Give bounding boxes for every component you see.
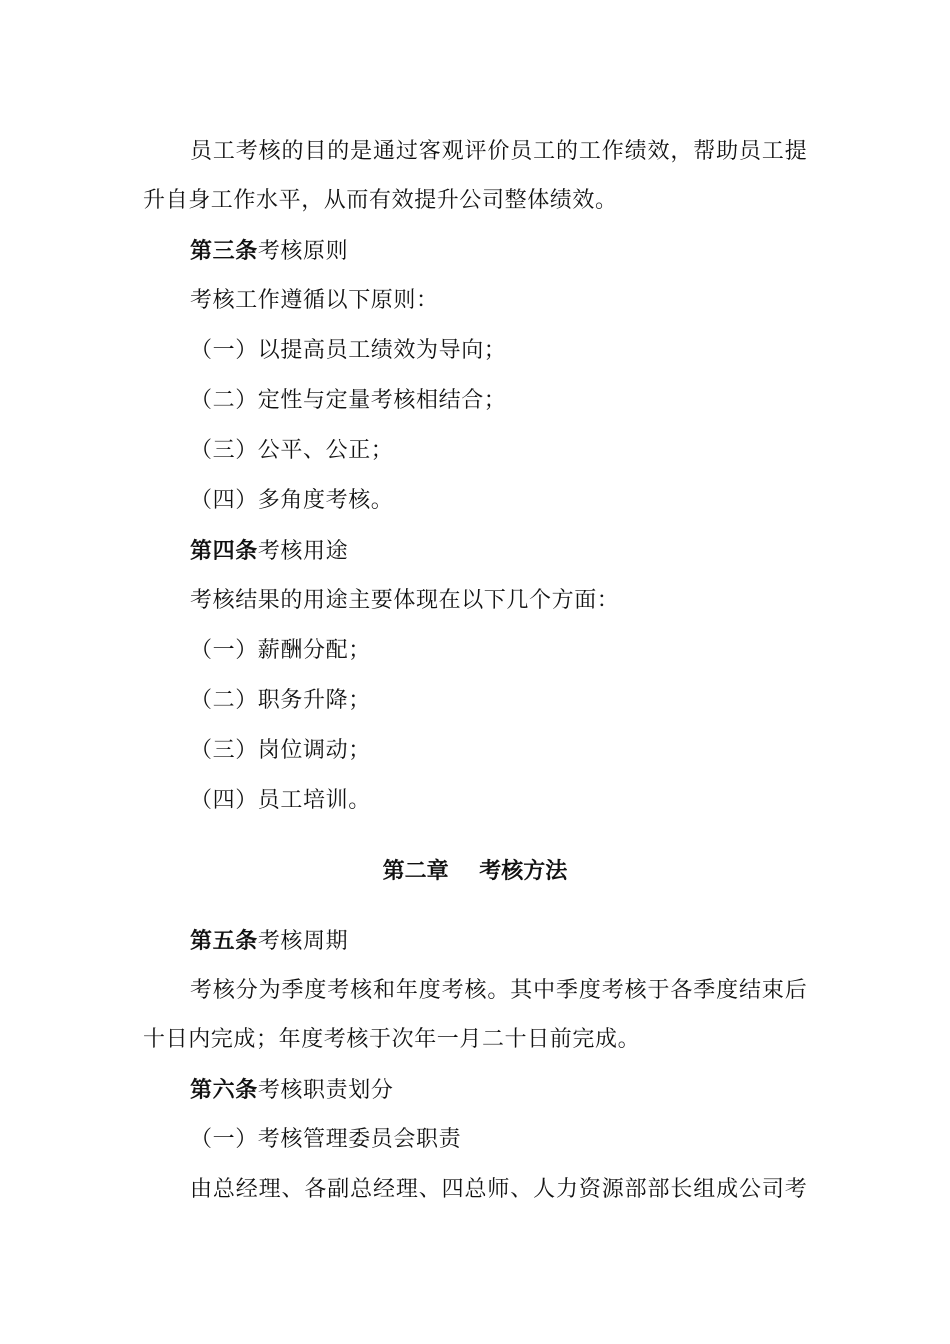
paragraph-line bbox=[190, 1175, 807, 1205]
text-char: 总 bbox=[350, 1177, 373, 1202]
text-char: 。 bbox=[487, 978, 510, 1003]
text-char: 观 bbox=[441, 139, 464, 164]
text-char: 考 bbox=[190, 978, 213, 1003]
text-char: 核 bbox=[624, 978, 647, 1003]
text-char: 副 bbox=[327, 1177, 350, 1202]
text-char: 部 bbox=[647, 1177, 670, 1202]
list-item: （二）定性与定量考核相结合； bbox=[190, 388, 507, 413]
text-char: 是 bbox=[350, 139, 373, 164]
list-item: （一）以提高员工绩效为导向； bbox=[190, 338, 507, 363]
list-item: （二）职务升降； bbox=[190, 688, 371, 713]
text-char: 员 bbox=[510, 139, 533, 164]
list-item: （一）考核管理委员会职责 bbox=[190, 1127, 462, 1152]
text-char: 由 bbox=[190, 1177, 213, 1202]
text-char: 中 bbox=[533, 978, 556, 1003]
article-title: 考核用途 bbox=[257, 539, 349, 564]
text-char: 公 bbox=[739, 1177, 762, 1202]
text-char: 考 bbox=[327, 978, 350, 1003]
article-heading bbox=[190, 236, 807, 267]
text-char: 考 bbox=[441, 978, 464, 1003]
text-char: 季 bbox=[693, 978, 716, 1003]
text-char: 总 bbox=[464, 1177, 487, 1202]
text-char: 考 bbox=[235, 139, 258, 164]
text-char: 源 bbox=[601, 1177, 624, 1202]
text-char: 经 bbox=[373, 1177, 396, 1202]
text-char: 度 bbox=[304, 978, 327, 1003]
text-char: 于 bbox=[647, 978, 670, 1003]
text-char: 分 bbox=[235, 978, 258, 1003]
text-char: 核 bbox=[464, 978, 487, 1003]
text-char: 作 bbox=[601, 139, 624, 164]
text-char: 的 bbox=[556, 139, 579, 164]
text-char: 员 bbox=[190, 139, 213, 164]
text-char: 价 bbox=[487, 139, 510, 164]
text-char: ， bbox=[670, 139, 693, 164]
text-char: 的 bbox=[281, 139, 304, 164]
text-char: 总 bbox=[212, 1177, 235, 1202]
text-char: 季 bbox=[556, 978, 579, 1003]
text-char: 、 bbox=[510, 1177, 533, 1202]
text-char: 理 bbox=[258, 1177, 281, 1202]
paragraph-line: 升自身工作水平，从而有效提升公司整体绩效。 bbox=[143, 188, 618, 213]
text-char: 通 bbox=[373, 139, 396, 164]
list-item: （四）多角度考核。 bbox=[190, 488, 394, 513]
article-title: 考核周期 bbox=[257, 929, 349, 954]
text-char: 提 bbox=[784, 139, 807, 164]
text-char: 工 bbox=[212, 139, 235, 164]
text-char: 理 bbox=[395, 1177, 418, 1202]
text-char: 核 bbox=[212, 978, 235, 1003]
chapter-heading: 第二章 考核方法 bbox=[382, 858, 568, 884]
text-char: 师 bbox=[487, 1177, 510, 1202]
list-item: （三）岗位调动； bbox=[190, 738, 371, 763]
text-char: 、 bbox=[281, 1177, 304, 1202]
text-char: 绩 bbox=[624, 139, 647, 164]
article-number: 第六条 bbox=[190, 1077, 258, 1103]
text-char: 力 bbox=[556, 1177, 579, 1202]
text-char: 工 bbox=[533, 139, 556, 164]
text-char: 度 bbox=[578, 978, 601, 1003]
text-char: 各 bbox=[304, 1177, 327, 1202]
text-char: 的 bbox=[327, 139, 350, 164]
text-char: 评 bbox=[464, 139, 487, 164]
text-char: 度 bbox=[418, 978, 441, 1003]
text-char: 帮 bbox=[693, 139, 716, 164]
text-char: 部 bbox=[624, 1177, 647, 1202]
article-title: 考核原则 bbox=[257, 239, 349, 264]
text-char: 核 bbox=[350, 978, 373, 1003]
text-char: 年 bbox=[395, 978, 418, 1003]
text-char: 资 bbox=[578, 1177, 601, 1202]
text-char: 组 bbox=[693, 1177, 716, 1202]
article-title: 考核职责划分 bbox=[257, 1078, 394, 1103]
text-char: 过 bbox=[395, 139, 418, 164]
text-char: 成 bbox=[716, 1177, 739, 1202]
text-char: 员 bbox=[739, 139, 762, 164]
text-char: 工 bbox=[761, 139, 784, 164]
paragraph-line bbox=[190, 137, 807, 167]
article-number: 第五条 bbox=[190, 928, 258, 954]
text-char: 长 bbox=[670, 1177, 693, 1202]
text-char: 人 bbox=[533, 1177, 556, 1202]
text-char: 四 bbox=[441, 1177, 464, 1202]
article-heading bbox=[190, 926, 807, 957]
text-char: 工 bbox=[578, 139, 601, 164]
article-heading bbox=[190, 1075, 807, 1106]
text-char: 后 bbox=[784, 978, 807, 1003]
paragraph-line: 考核工作遵循以下原则： bbox=[190, 288, 439, 313]
text-char: 司 bbox=[761, 1177, 784, 1202]
text-char: 客 bbox=[418, 139, 441, 164]
paragraph-line: 考核结果的用途主要体现在以下几个方面： bbox=[190, 588, 620, 613]
text-char: 助 bbox=[716, 139, 739, 164]
text-char: 考 bbox=[601, 978, 624, 1003]
list-item: （一）薪酬分配； bbox=[190, 638, 371, 663]
paragraph-line: 十日内完成；年度考核于次年一月二十日前完成。 bbox=[143, 1027, 641, 1052]
text-char: 季 bbox=[281, 978, 304, 1003]
text-char: 效 bbox=[647, 139, 670, 164]
article-heading bbox=[190, 536, 807, 567]
text-char: 各 bbox=[670, 978, 693, 1003]
article-number: 第三条 bbox=[190, 238, 258, 264]
text-char: 束 bbox=[761, 978, 784, 1003]
text-char: 经 bbox=[235, 1177, 258, 1202]
article-number: 第四条 bbox=[190, 538, 258, 564]
text-char: 考 bbox=[784, 1177, 807, 1202]
paragraph-line bbox=[190, 976, 807, 1006]
text-char: 、 bbox=[418, 1177, 441, 1202]
text-char: 度 bbox=[716, 978, 739, 1003]
text-char: 和 bbox=[373, 978, 396, 1003]
text-char: 目 bbox=[304, 139, 327, 164]
text-char: 为 bbox=[258, 978, 281, 1003]
text-char: 其 bbox=[510, 978, 533, 1003]
text-char: 结 bbox=[739, 978, 762, 1003]
list-item: （四）员工培训。 bbox=[190, 788, 371, 813]
text-char: 核 bbox=[258, 139, 281, 164]
list-item: （三）公平、公正； bbox=[190, 438, 394, 463]
